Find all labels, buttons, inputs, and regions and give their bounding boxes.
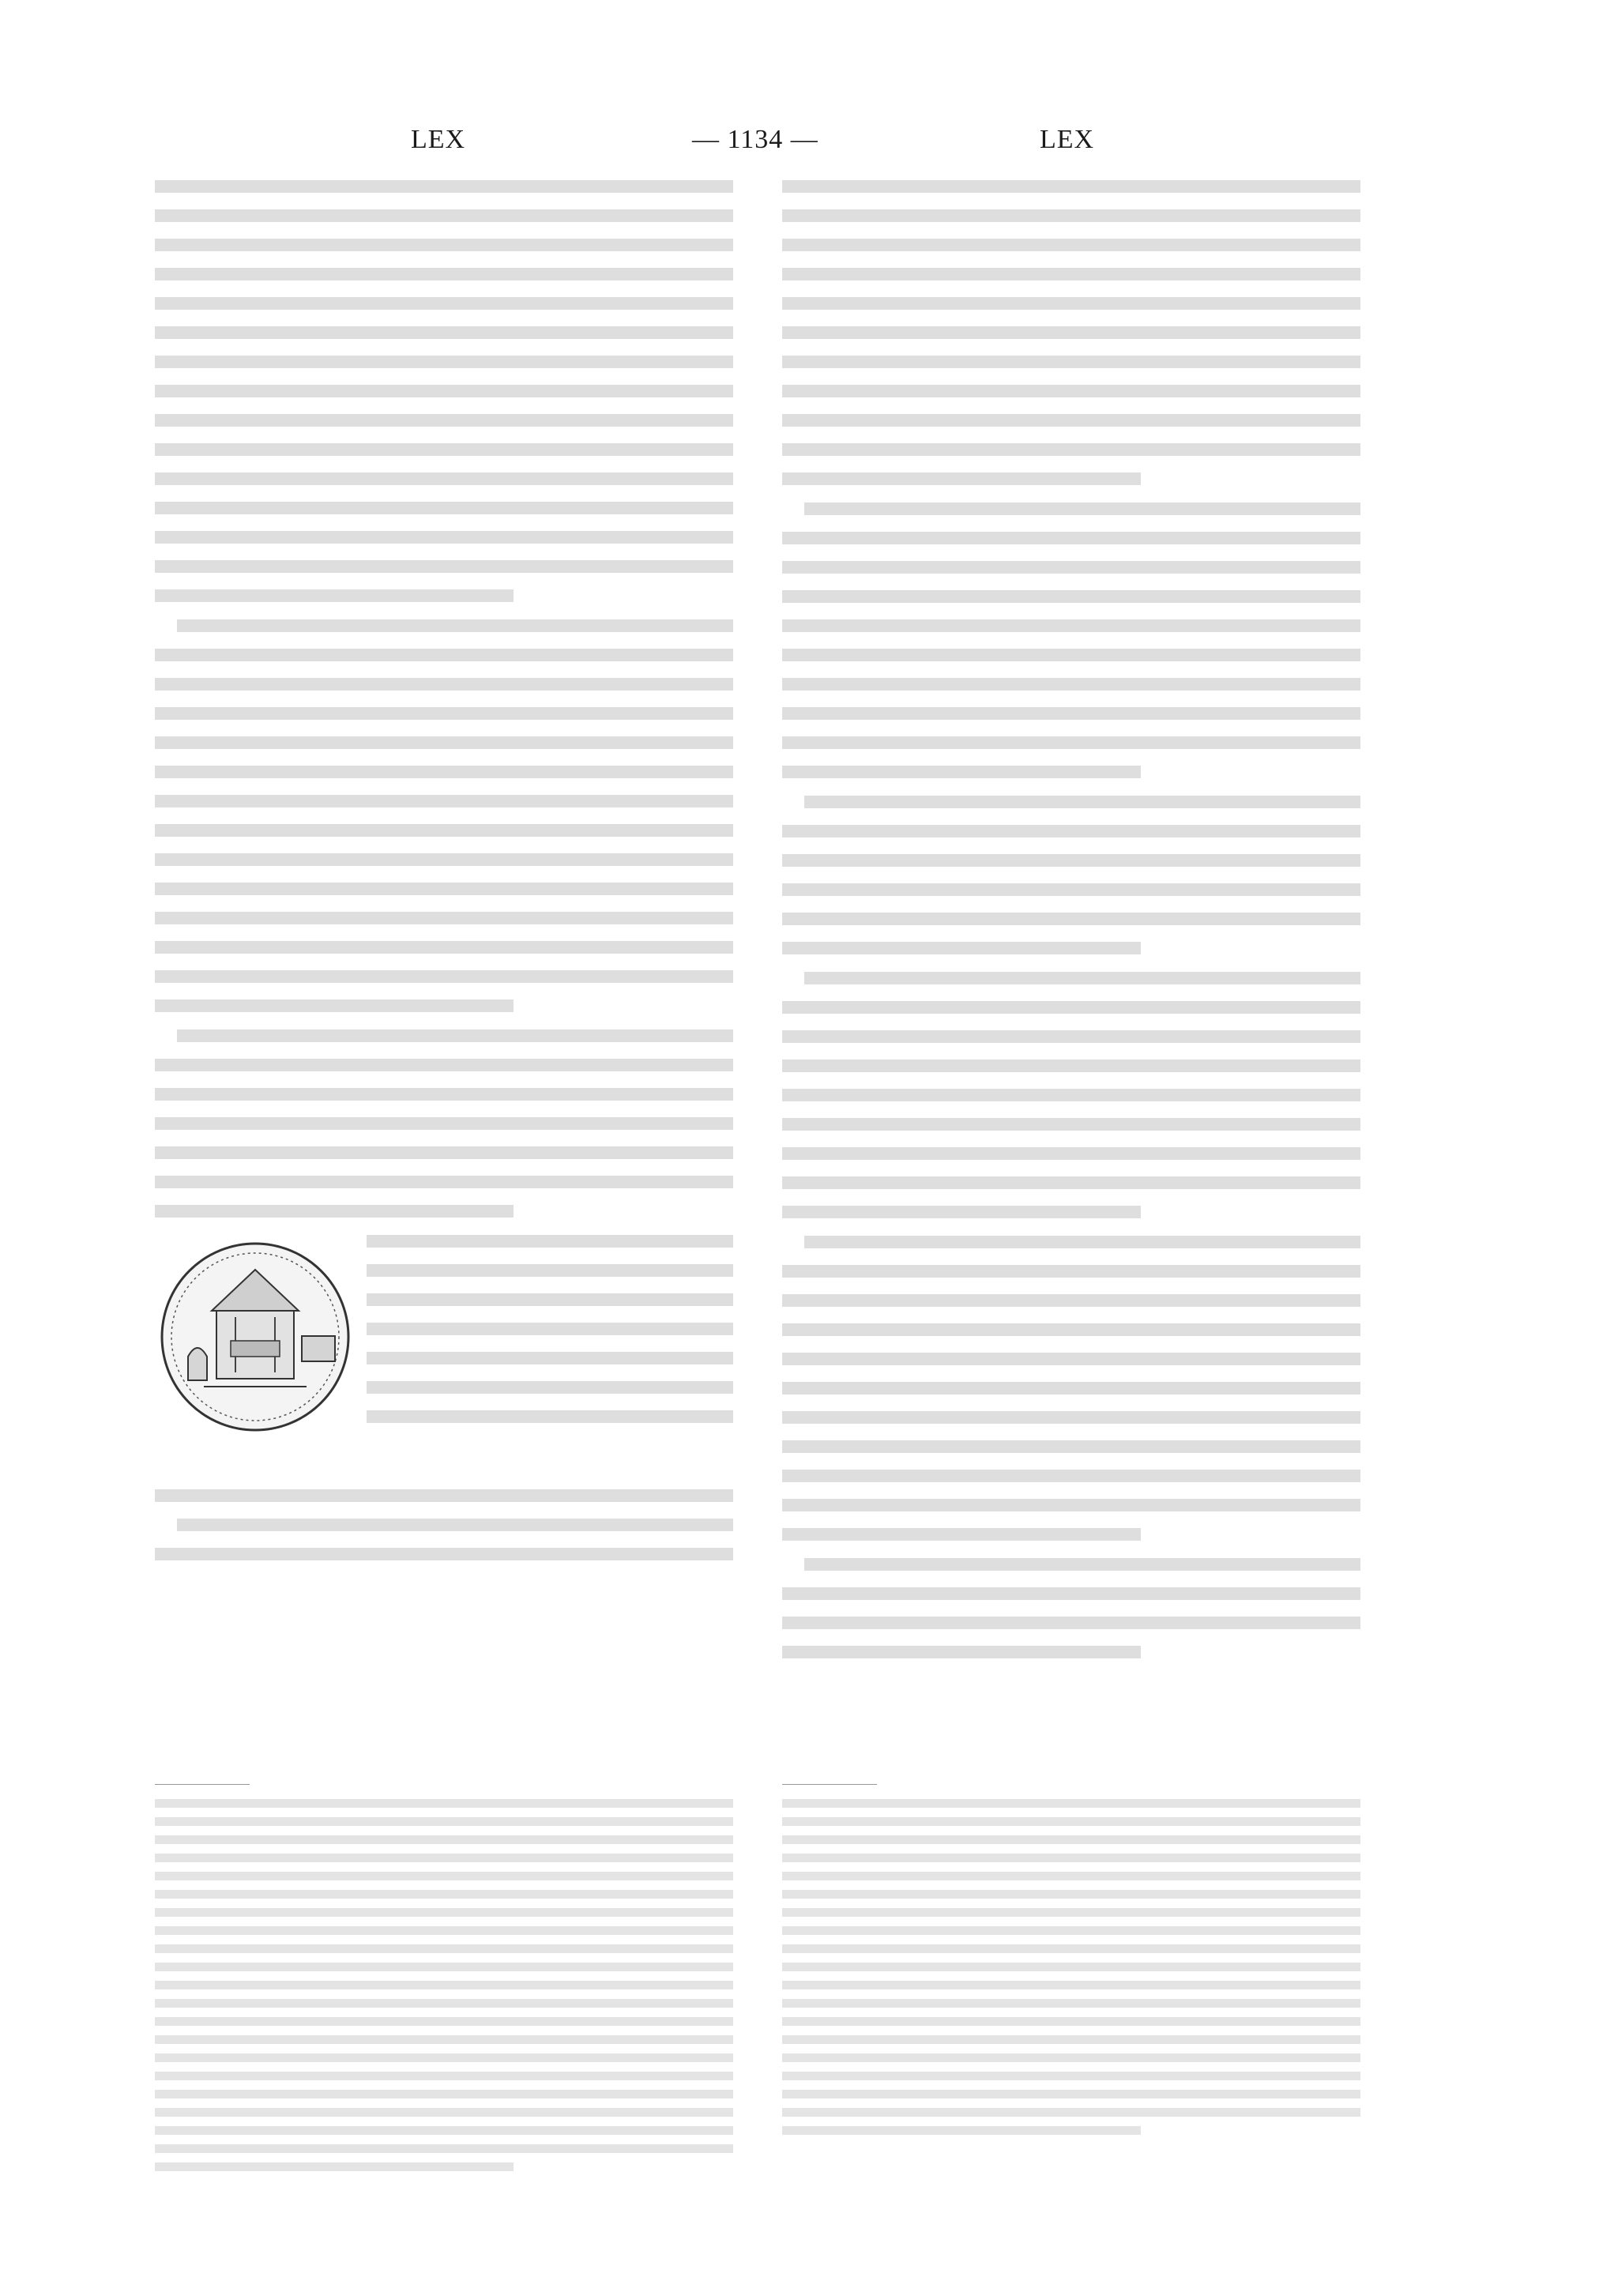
header-left-keyword: LEX (411, 125, 466, 154)
running-head (0, 125, 1618, 160)
left-column-text-block-3 (155, 1029, 733, 1218)
footnotes-rule (782, 1784, 877, 1785)
left-column (155, 180, 733, 2108)
figure-wraparound-text (367, 1235, 733, 1440)
coin-illustration-icon (156, 1238, 354, 1436)
page-number: — 1134 — (692, 125, 818, 154)
right-column-text-block-1 (782, 180, 1360, 485)
left-column-text-block-1 (155, 180, 733, 602)
right-column-text-block-2 (782, 502, 1360, 778)
footnotes-rule (155, 1784, 250, 1785)
left-column-text-block-2 (155, 619, 733, 1012)
header-right-keyword: LEX (1040, 125, 1095, 154)
right-column (782, 180, 1360, 2108)
left-column-footnotes (155, 1784, 733, 2181)
right-column-text-block-3 (782, 796, 1360, 954)
right-column-text-block-6 (782, 1558, 1360, 1658)
right-column-text-block-5 (782, 1236, 1360, 1541)
coin-figure (155, 1235, 733, 1472)
right-column-text-block-4 (782, 972, 1360, 1218)
left-column-text-block-4 (155, 1489, 733, 1560)
right-column-footnotes (782, 1784, 1360, 2144)
